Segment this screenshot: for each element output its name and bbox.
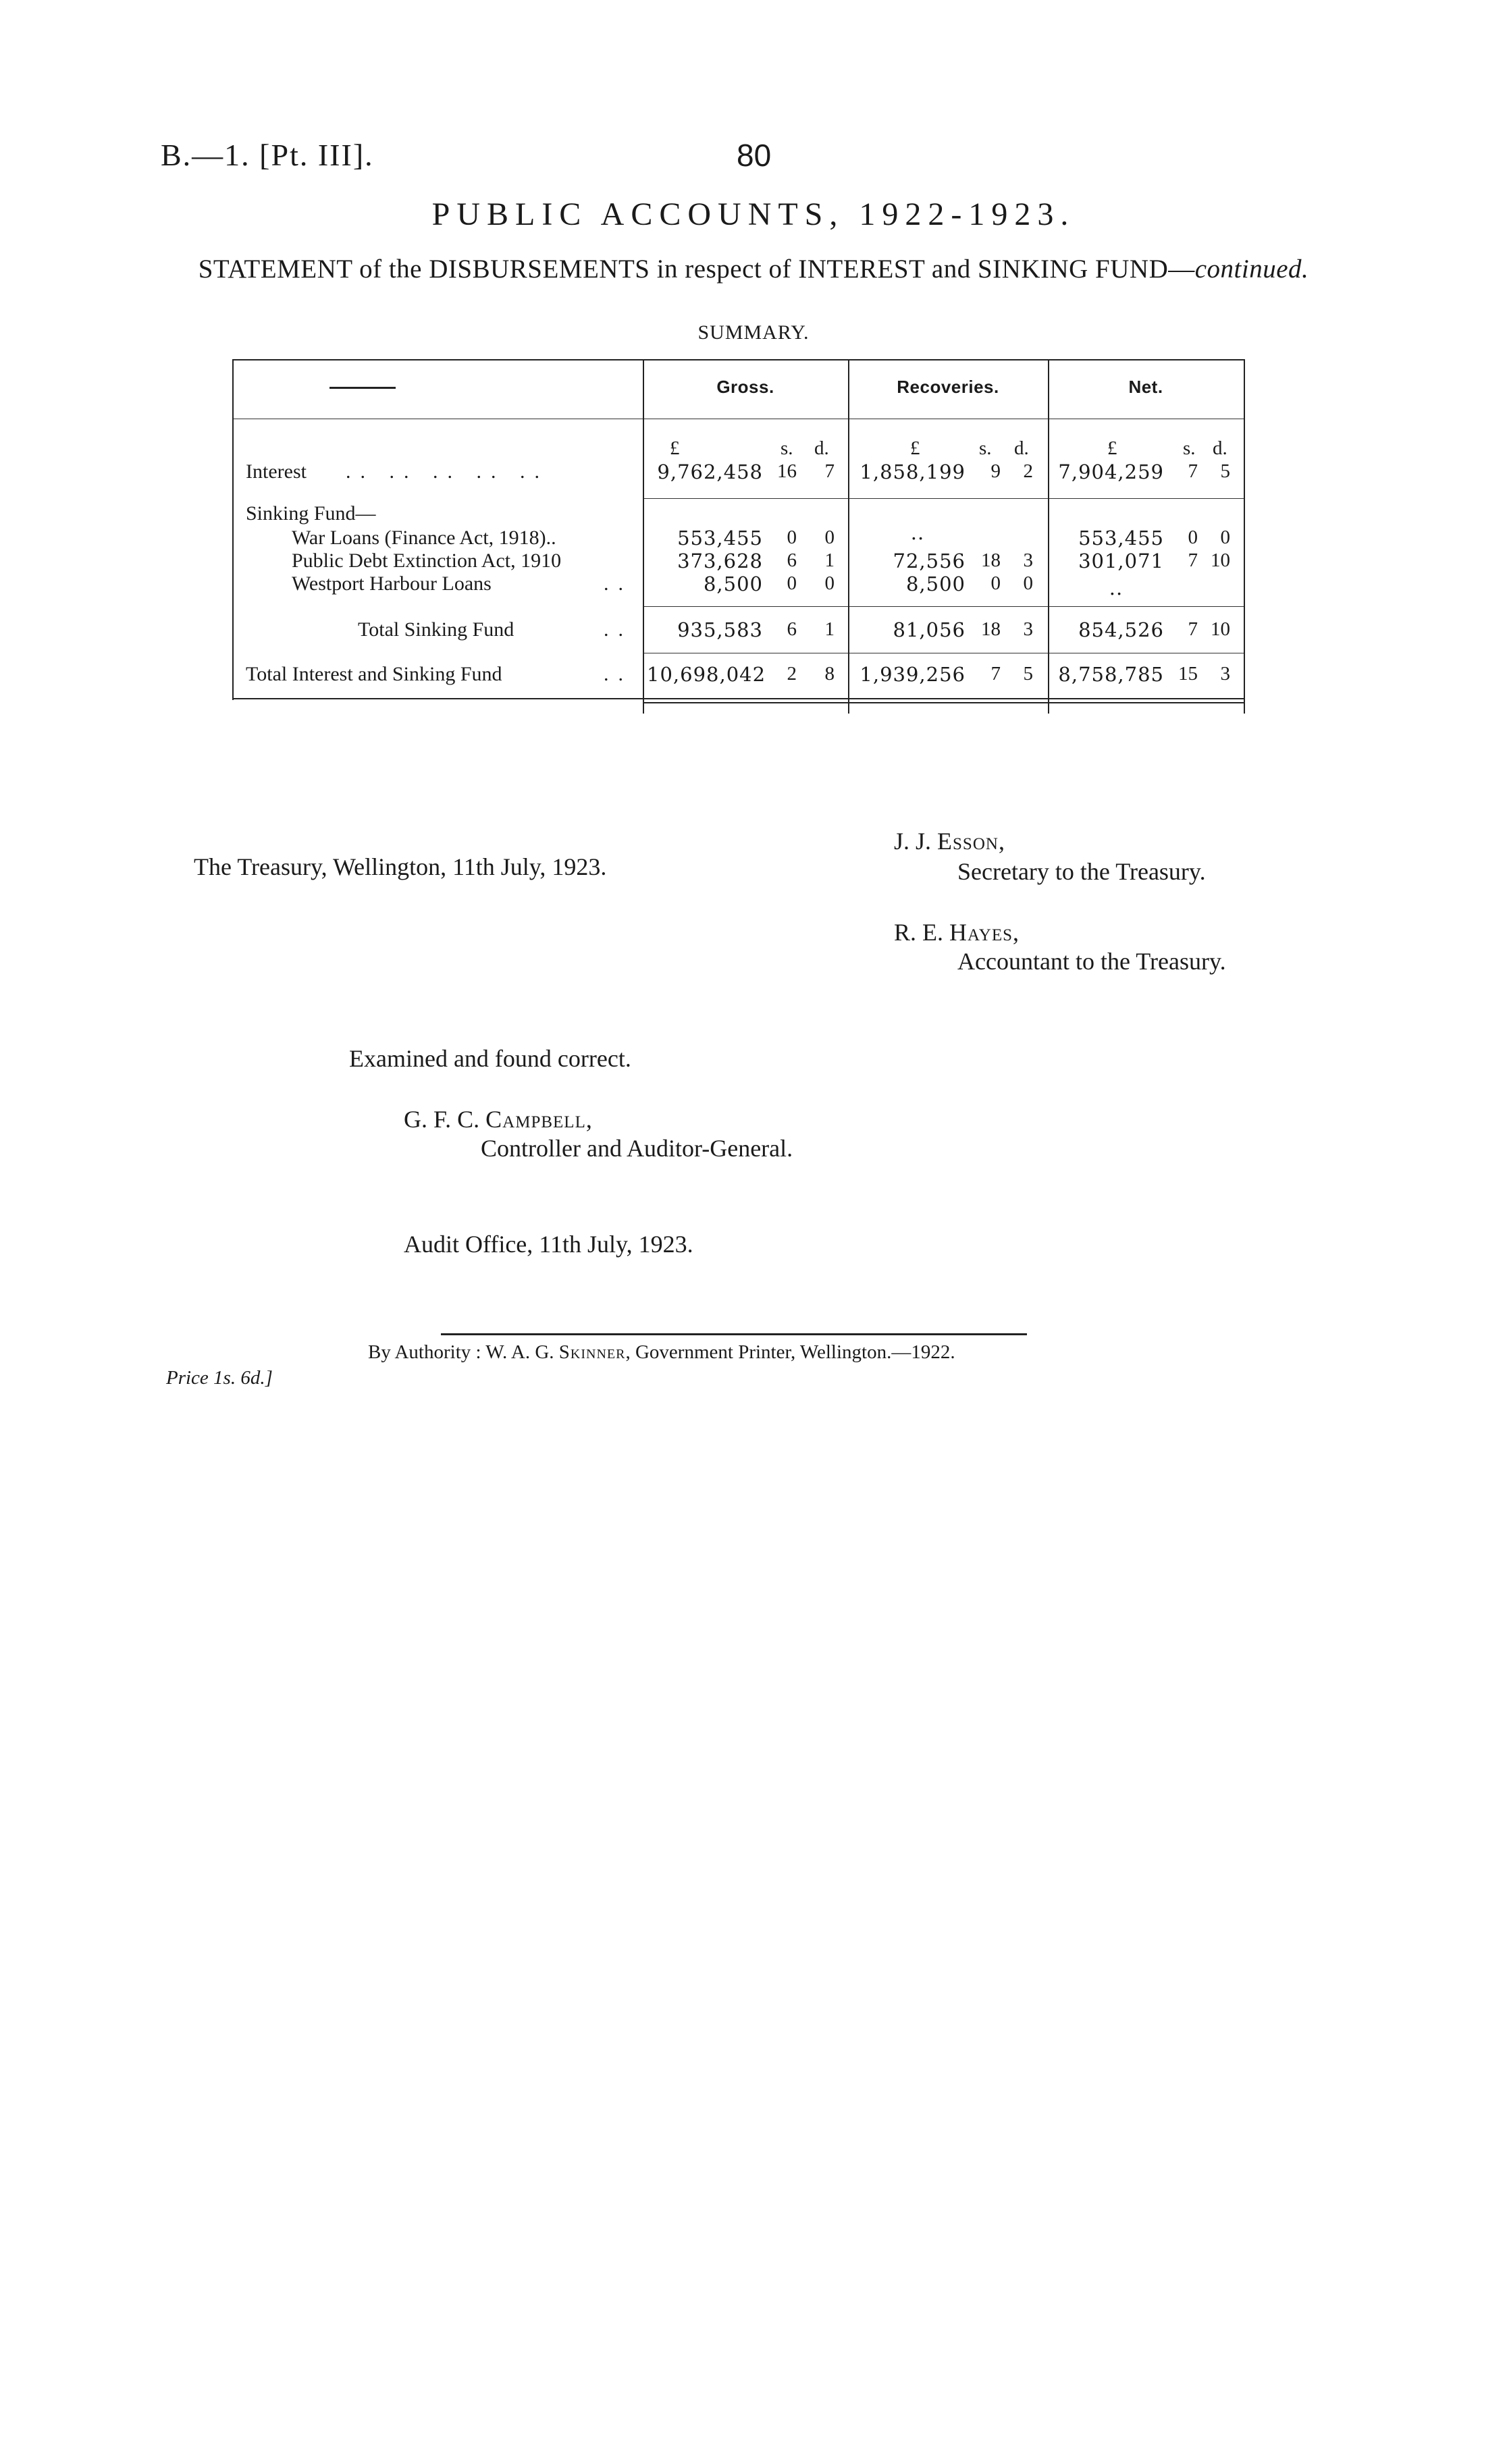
authority-suffix: , Government Printer, Wellington.—1922. (625, 1341, 955, 1363)
net-pence: 3 (1220, 663, 1230, 685)
bottom-rule-2 (643, 702, 1245, 703)
gross-pounds: 10,698,042 (647, 663, 766, 686)
gross-pence: 1 (824, 550, 835, 571)
printer-authority-line (368, 1341, 955, 1364)
leader-dots: .. (604, 663, 633, 685)
row-label: War Loans (Finance Act, 1918).. (292, 527, 556, 549)
row-label: Westport Harbour Loans (292, 572, 492, 595)
authority-prefix: By Authority : W. A. G. (368, 1341, 559, 1363)
gross-pence: 8 (824, 663, 835, 685)
header-recoveries: Recoveries. (897, 377, 999, 397)
gross-pence: 0 (824, 527, 835, 548)
summary-heading: SUMMARY. (697, 321, 810, 344)
rec-shillings: 18 (981, 550, 1001, 571)
rec-shillings: 9 (990, 460, 1001, 482)
gross-shillings: 0 (787, 527, 797, 548)
gross-pence: 0 (824, 572, 835, 594)
gross-shillings: 6 (787, 550, 797, 571)
signatory-surname: Campbell, (485, 1106, 593, 1133)
net-pounds: 7,904,259 (1058, 460, 1164, 483)
gross-shillings: 6 (787, 618, 797, 640)
authority-printer-name: Skinner (558, 1341, 626, 1363)
net-pence: 0 (1220, 527, 1230, 548)
unit-pound-gross: £ (670, 437, 680, 459)
col-border-net (1048, 359, 1049, 714)
net-shillings: 7 (1188, 550, 1198, 571)
sinking-fund-heading: Sinking Fund— (246, 502, 376, 525)
rec-shillings: 0 (990, 572, 1001, 594)
footer-divider (441, 1333, 1027, 1335)
bottom-rule-1 (232, 698, 1245, 699)
unit-s-gross: s. (781, 437, 793, 459)
rec-pence: 2 (1023, 460, 1033, 482)
unit-d-gross: d. (814, 437, 829, 459)
rec-pounds: 1,939,256 (860, 663, 966, 686)
subtitle-main: STATEMENT of the DISBURSEMENTS in respect of INTEREST and SINKING FUND— (198, 255, 1195, 284)
row-label: Total Interest and Sinking Fund (246, 663, 502, 685)
gross-pounds: 8,500 (703, 572, 763, 595)
net-shillings: 0 (1188, 527, 1198, 548)
sinking-rule (643, 606, 1245, 607)
net-pence: 10 (1211, 550, 1230, 571)
signatory-secretary (894, 827, 1005, 855)
rec-shillings: 18 (981, 618, 1001, 640)
treasury-date-line: The Treasury, Wellington, 11th July, 1923. (194, 853, 607, 880)
net-pence: 5 (1220, 460, 1230, 482)
gross-pence: 1 (824, 618, 835, 640)
signatory-auditor-title: Controller and Auditor-General. (481, 1135, 793, 1162)
signatory-initials: J. J. (894, 828, 938, 855)
signatory-secretary-title: Secretary to the Treasury. (957, 858, 1206, 885)
page-number: 80 (737, 138, 772, 173)
gross-shillings: 0 (787, 572, 797, 594)
row-label: Public Debt Extinction Act, 1910 (292, 550, 562, 572)
examined-statement: Examined and found correct. (349, 1045, 631, 1072)
header-gross: Gross. (716, 377, 774, 397)
unit-pound-rec: £ (910, 437, 920, 459)
rec-pence: 3 (1023, 550, 1033, 571)
unit-pound-net: £ (1107, 437, 1117, 459)
header-net: Net. (1128, 377, 1163, 397)
leader-dots: .. .. .. .. .. (346, 460, 549, 483)
audit-office-date: Audit Office, 11th July, 1923. (404, 1231, 693, 1258)
col-border-gross (643, 359, 644, 714)
net-pounds: 8,758,785 (1058, 663, 1164, 686)
row-label: Interest (246, 460, 307, 483)
signatory-surname: Esson, (937, 828, 1005, 855)
price-label: Price 1s. 6d.] (166, 1367, 273, 1389)
rec-pounds: 1,858,199 (860, 460, 966, 483)
unit-s-net: s. (1183, 437, 1196, 459)
rec-pounds: .. (910, 521, 925, 544)
gross-shillings: 16 (777, 460, 797, 482)
rec-pounds: 81,056 (893, 618, 966, 641)
table-top-rule (232, 359, 1245, 360)
rec-pence: 3 (1023, 618, 1033, 640)
net-pounds: 854,526 (1078, 618, 1164, 641)
interest-rule (643, 498, 1245, 499)
signatory-accountant (894, 918, 1020, 946)
rec-pounds: 8,500 (905, 572, 966, 595)
col-border-right (1244, 359, 1245, 714)
summary-table (232, 359, 1245, 714)
net-pence: 10 (1211, 618, 1230, 640)
net-shillings: 7 (1188, 460, 1198, 482)
statement-subtitle (0, 254, 1507, 284)
gross-pence: 7 (824, 460, 835, 482)
gross-shillings: 2 (787, 663, 797, 685)
gross-pounds: 9,762,458 (657, 460, 763, 483)
net-shillings: 7 (1188, 618, 1198, 640)
unit-s-rec: s. (979, 437, 992, 459)
net-pounds: 553,455 (1078, 527, 1164, 550)
page-title: PUBLIC ACCOUNTS, 1922-1923. (431, 196, 1076, 232)
subtitle-continued: continued. (1194, 255, 1309, 284)
col-border-left (232, 359, 234, 700)
gross-pounds: 373,628 (677, 550, 763, 572)
leader-dots: .. (604, 618, 633, 641)
signatory-accountant-title: Accountant to the Treasury. (957, 948, 1226, 975)
rec-pence: 0 (1023, 572, 1033, 594)
document-reference: B.—1. [Pt. III]. (161, 138, 374, 172)
row-label: Total Sinking Fund (358, 618, 514, 641)
rec-pounds: 72,556 (893, 550, 966, 572)
label-column-dash (329, 387, 396, 389)
net-pounds: .. (1109, 577, 1123, 599)
signatory-initials: R. E. (894, 919, 950, 946)
unit-d-rec: d. (1014, 437, 1029, 459)
net-shillings: 15 (1178, 663, 1198, 685)
net-pounds: 301,071 (1078, 550, 1164, 572)
col-border-recoveries (848, 359, 849, 714)
signatory-initials: G. F. C. (404, 1106, 486, 1133)
rec-pence: 5 (1023, 663, 1033, 685)
rec-shillings: 7 (990, 663, 1001, 685)
signatory-auditor (404, 1105, 593, 1133)
leader-dots: .. (604, 572, 633, 595)
gross-pounds: 935,583 (677, 618, 763, 641)
signatory-surname: Hayes, (949, 919, 1020, 946)
gross-pounds: 553,455 (677, 527, 763, 550)
unit-d-net: d. (1213, 437, 1227, 459)
